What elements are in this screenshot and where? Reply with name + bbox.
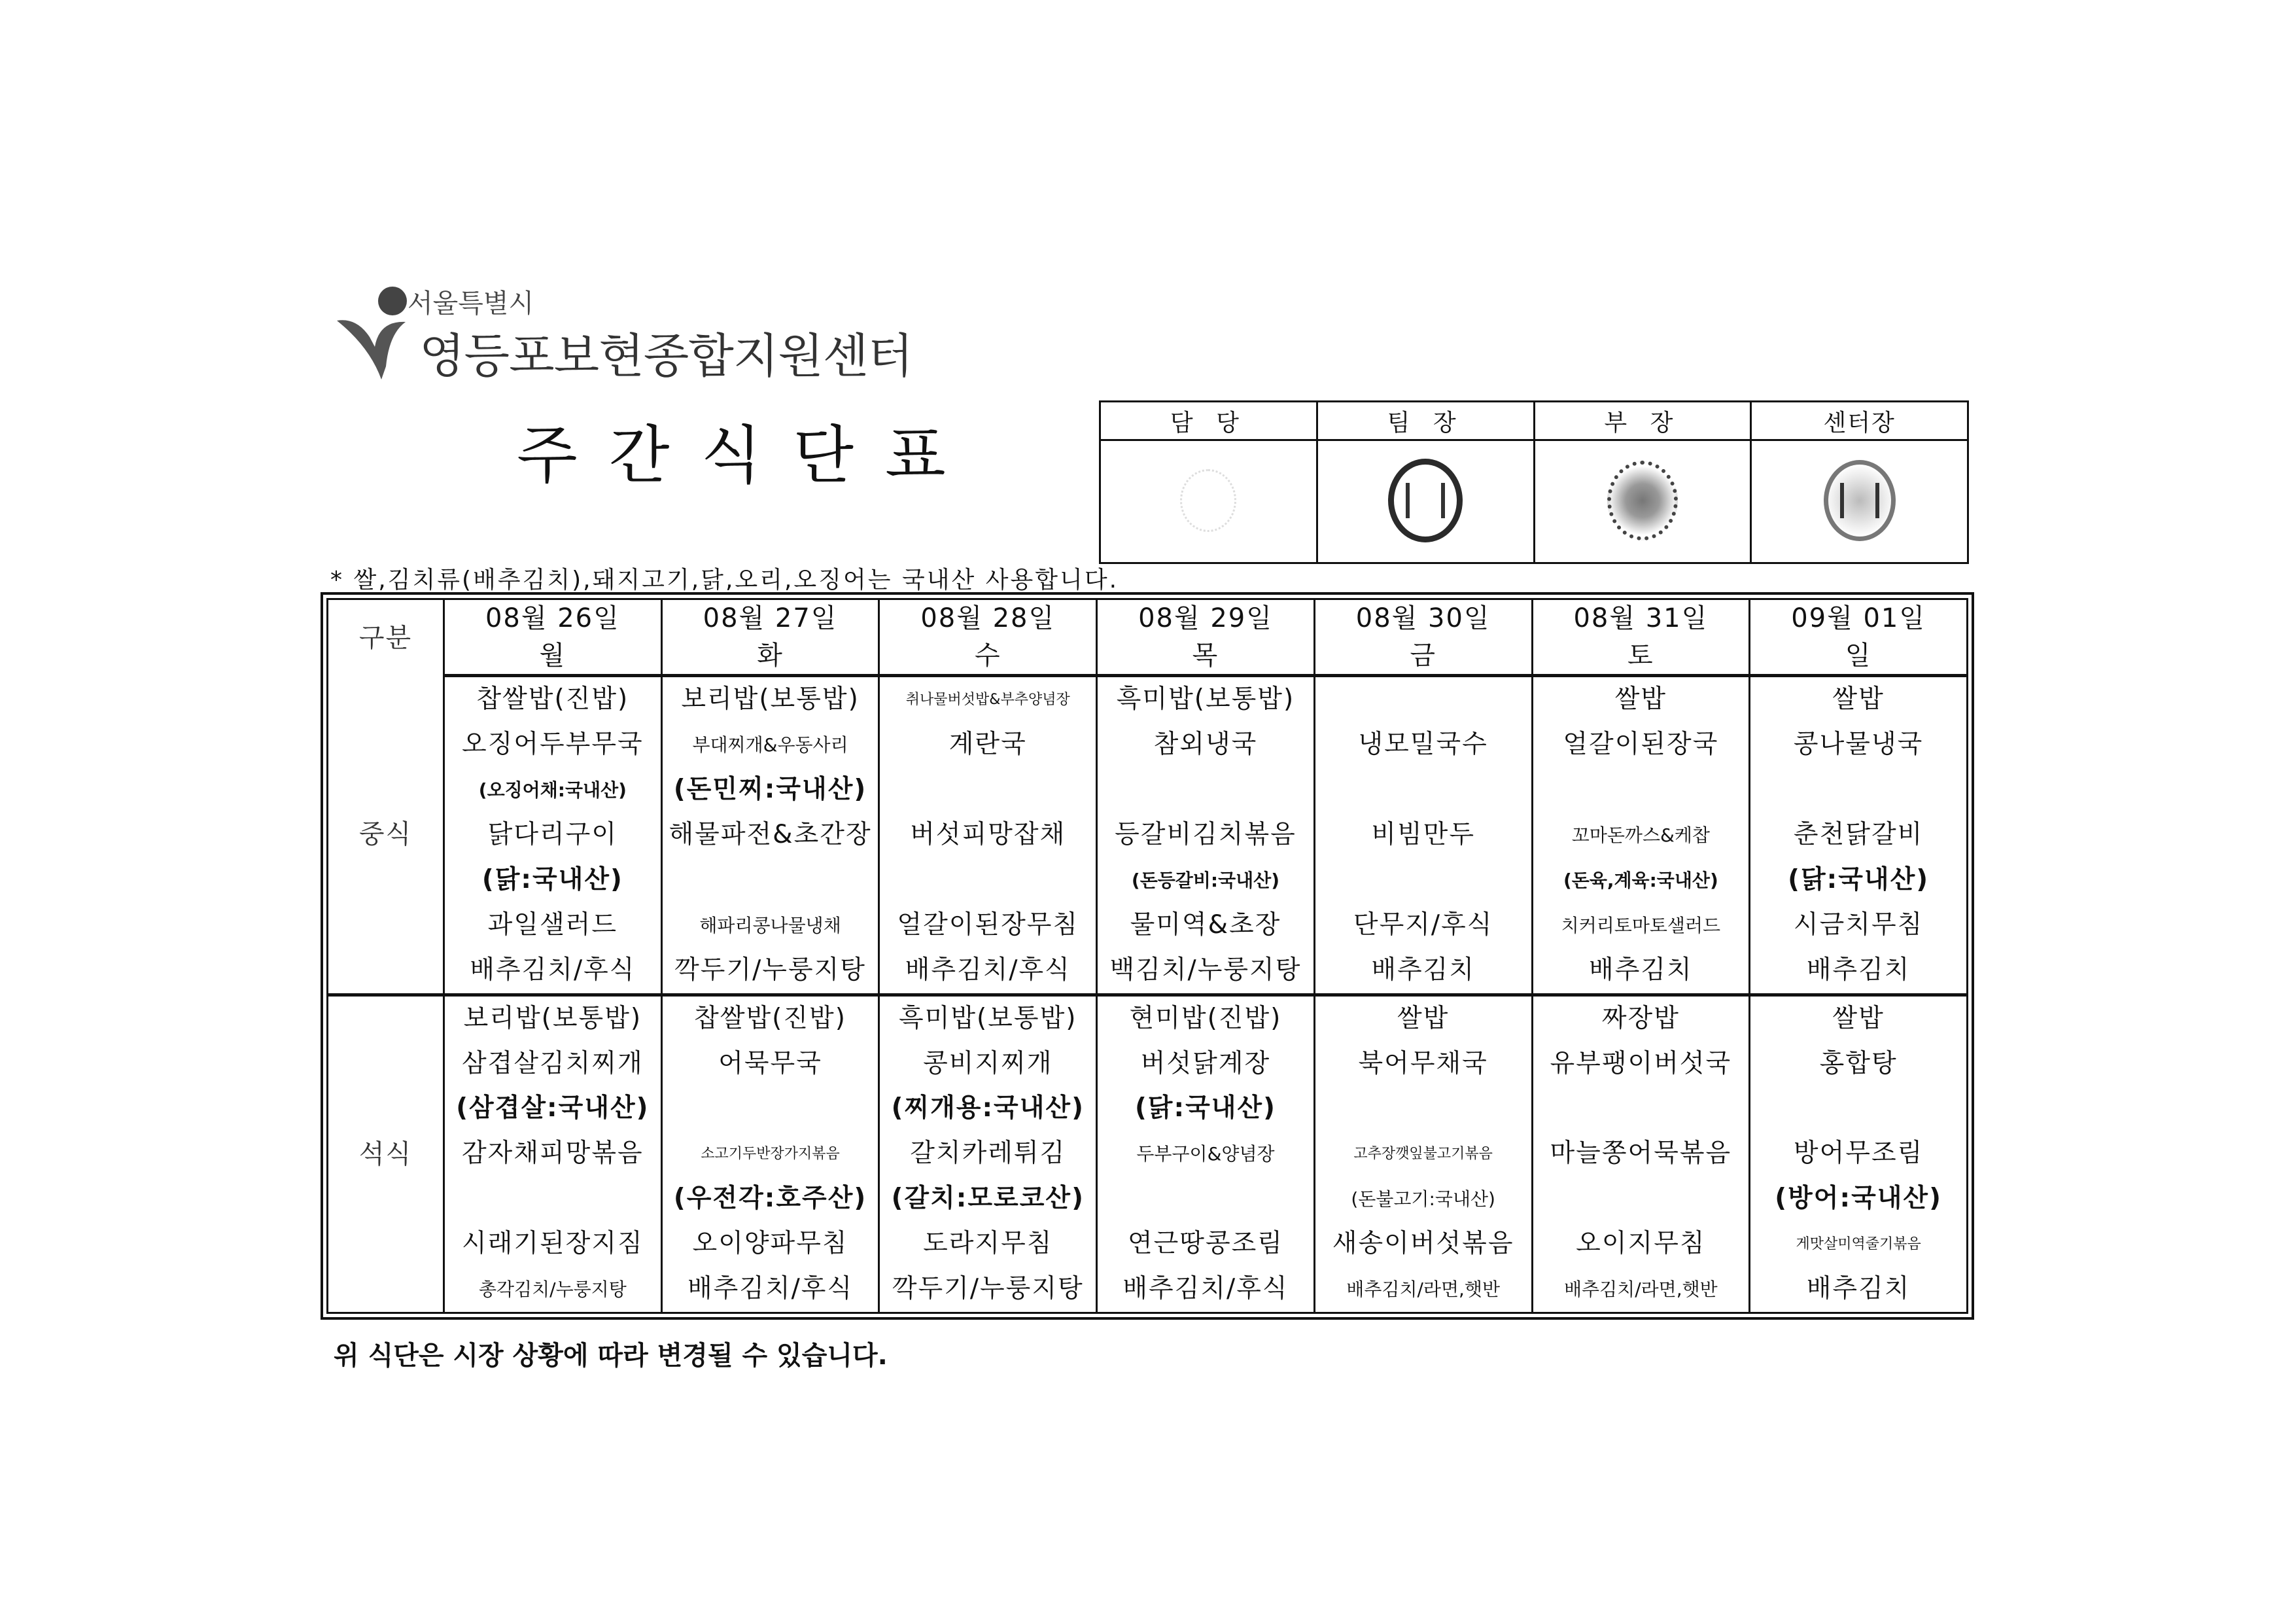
menu-cell: 쌀밥 [1532, 676, 1750, 722]
menu-table-frame [321, 592, 1974, 1320]
weekday-cell: 월 [444, 637, 662, 676]
menu-cell: 어묵무국 [661, 1042, 879, 1087]
menu-cell: 도라지무침 [879, 1222, 1097, 1267]
menu-cell: 배추김치/후식 [879, 948, 1097, 995]
menu-cell: 오징어두부무국 [444, 722, 662, 768]
date-cell: 08월 31일 [1532, 599, 1750, 637]
menu-cell: 등갈비김치볶음 [1097, 813, 1315, 858]
menu-cell: 콩나물냉국 [1750, 722, 1968, 768]
section-label-lunch: 중식 [328, 676, 444, 995]
approval-label-manager: 부 장 [1534, 402, 1751, 440]
menu-cell: 물미역&초장 [1097, 903, 1315, 948]
menu-cell: (찌개용:국내산) [879, 1086, 1097, 1131]
menu-cell: 냉모밀국수 [1314, 722, 1532, 768]
footer-notice: 위 식단은 시장 상황에 따라 변경될 수 있습니다. [334, 1341, 888, 1371]
menu-cell: 오이양파무침 [661, 1222, 879, 1267]
menu-cell: 보리밥(보통밥) [661, 676, 879, 722]
menu-cell: 배추김치 [1532, 948, 1750, 995]
approval-label-staff: 담 당 [1100, 402, 1317, 440]
menu-cell: (방어:국내산) [1750, 1176, 1968, 1222]
menu-cell: 깍두기/누룽지탕 [661, 948, 879, 995]
menu-cell: 새송이버섯볶음 [1314, 1222, 1532, 1267]
menu-cell: (돈민찌:국내산) [661, 768, 879, 813]
menu-cell [1532, 1086, 1750, 1131]
menu-cell [1750, 1086, 1968, 1131]
menu-cell: 고추장깻잎불고기볶음 [1314, 1131, 1532, 1176]
approval-sign-staff [1100, 440, 1317, 563]
menu-cell: (우전각:호주산) [661, 1176, 879, 1222]
menu-cell: 배추김치/후식 [661, 1267, 879, 1313]
menu-cell: 과일샐러드 [444, 903, 662, 948]
menu-cell [1314, 858, 1532, 903]
menu-cell: 삼겹살김치찌개 [444, 1042, 662, 1087]
menu-cell [661, 1086, 879, 1131]
menu-cell: 배추김치/후식 [444, 948, 662, 995]
menu-cell: 얼갈이된장국 [1532, 722, 1750, 768]
seal-stamp-icon [1607, 461, 1678, 540]
seal-stamp-icon [1824, 460, 1896, 541]
menu-cell [879, 768, 1097, 813]
menu-cell [1314, 1086, 1532, 1131]
menu-cell [444, 1176, 662, 1222]
menu-cell: 쌀밥 [1750, 676, 1968, 722]
menu-cell: (삼겹살:국내산) [444, 1086, 662, 1131]
menu-cell: (닭:국내산) [444, 858, 662, 903]
menu-cell: (닭:국내산) [1097, 1086, 1315, 1131]
date-cell: 08월 30일 [1314, 599, 1532, 637]
weekday-cell: 토 [1532, 637, 1750, 676]
weekday-cell: 금 [1314, 637, 1532, 676]
org-city: 서울특별시 [408, 289, 534, 319]
menu-cell: 콩비지찌개 [879, 1042, 1097, 1087]
menu-cell: 시금치무침 [1750, 903, 1968, 948]
menu-cell: 배추김치/라면,햇반 [1314, 1267, 1532, 1313]
date-cell: 08월 29일 [1097, 599, 1315, 637]
menu-cell: 해물파전&초간장 [661, 813, 879, 858]
date-cell: 08월 28일 [879, 599, 1097, 637]
menu-cell: (돈불고기:국내산) [1314, 1176, 1532, 1222]
weekday-cell: 수 [879, 637, 1097, 676]
menu-cell: 배추김치 [1750, 948, 1968, 995]
menu-cell [1750, 768, 1968, 813]
column-header-category: 구분 [328, 599, 444, 676]
menu-cell: 배추김치/후식 [1097, 1267, 1315, 1313]
menu-cell: 닭다리구이 [444, 813, 662, 858]
menu-cell: 찹쌀밥(진밥) [444, 676, 662, 722]
menu-cell: 치커리토마토샐러드 [1532, 903, 1750, 948]
menu-cell: (오징어채:국내산) [444, 768, 662, 813]
menu-cell: 짜장밥 [1532, 995, 1750, 1041]
menu-cell: 북어무채국 [1314, 1042, 1532, 1087]
origin-note: * 쌀,김치류(배추김치),돼지고기,닭,오리,오징어는 국내산 사용합니다. [330, 567, 1119, 593]
menu-cell: 총각김치/누룽지탕 [444, 1267, 662, 1313]
menu-cell [879, 858, 1097, 903]
menu-cell: 감자채피망볶음 [444, 1131, 662, 1176]
approval-label-team-leader: 팀 장 [1317, 402, 1534, 440]
menu-cell: 시래기된장지짐 [444, 1222, 662, 1267]
menu-cell: 부대찌개&우동사리 [661, 722, 879, 768]
menu-cell: 보리밥(보통밥) [444, 995, 662, 1041]
approval-label-director: 센터장 [1751, 402, 1968, 440]
menu-cell: 참외냉국 [1097, 722, 1315, 768]
seal-stamp-icon [1388, 459, 1463, 542]
menu-cell: 두부구이&양념장 [1097, 1131, 1315, 1176]
menu-cell: 유부팽이버섯국 [1532, 1042, 1750, 1087]
menu-cell: 해파리콩나물냉채 [661, 903, 879, 948]
date-cell: 09월 01일 [1750, 599, 1968, 637]
menu-cell: 비빔만두 [1314, 813, 1532, 858]
menu-cell: 얼갈이된장무침 [879, 903, 1097, 948]
menu-cell: 소고기두반장가지볶음 [661, 1131, 879, 1176]
menu-cell [1532, 768, 1750, 813]
menu-cell: 흑미밥(보통밥) [879, 995, 1097, 1041]
menu-cell: 배추김치 [1750, 1267, 1968, 1313]
menu-cell [661, 858, 879, 903]
menu-cell: (돈등갈비:국내산) [1097, 858, 1315, 903]
menu-cell [1097, 1176, 1315, 1222]
menu-cell: 버섯피망잡채 [879, 813, 1097, 858]
menu-cell: 배추김치 [1314, 948, 1532, 995]
menu-cell: 쌀밥 [1750, 995, 1968, 1041]
weekday-cell: 화 [661, 637, 879, 676]
approval-sign-manager [1534, 440, 1751, 563]
menu-cell: 배추김치/라면,햇반 [1532, 1267, 1750, 1313]
weekday-cell: 일 [1750, 637, 1968, 676]
approval-box [1099, 400, 1969, 564]
approval-sign-team-leader [1317, 440, 1534, 563]
menu-cell [1097, 768, 1315, 813]
menu-cell: 현미밥(진밥) [1097, 995, 1315, 1041]
menu-cell: 단무지/후식 [1314, 903, 1532, 948]
menu-cell: 게맛살미역줄기볶음 [1750, 1222, 1968, 1267]
menu-table [326, 598, 1968, 1314]
menu-cell: 연근땅콩조림 [1097, 1222, 1315, 1267]
menu-cell: (닭:국내산) [1750, 858, 1968, 903]
menu-cell: 춘천닭갈비 [1750, 813, 1968, 858]
weekday-cell: 목 [1097, 637, 1315, 676]
section-label-dinner: 석식 [328, 995, 444, 1313]
menu-cell: 흑미밥(보통밥) [1097, 676, 1315, 722]
menu-cell: 방어무조림 [1750, 1131, 1968, 1176]
menu-cell: 홍합탕 [1750, 1042, 1968, 1087]
menu-cell: 오이지무침 [1532, 1222, 1750, 1267]
approval-sign-director [1751, 440, 1968, 563]
menu-cell [1532, 1176, 1750, 1222]
menu-cell: 취나물버섯밥&부추양념장 [879, 676, 1097, 722]
menu-cell: 찹쌀밥(진밥) [661, 995, 879, 1041]
menu-cell: 깍두기/누룽지탕 [879, 1267, 1097, 1313]
menu-cell [1314, 676, 1532, 722]
menu-cell: (갈치:모로코산) [879, 1176, 1097, 1222]
page-title: 주간식단표 [517, 419, 977, 492]
org-name: 영등포보현종합지원센터 [419, 328, 913, 383]
date-cell: 08월 27일 [661, 599, 879, 637]
date-cell: 08월 26일 [444, 599, 662, 637]
menu-cell: 마늘쫑어묵볶음 [1532, 1131, 1750, 1176]
menu-cell [1314, 768, 1532, 813]
menu-cell: 갈치카레튀김 [879, 1131, 1097, 1176]
menu-cell: (돈육,계육:국내산) [1532, 858, 1750, 903]
org-logo [330, 281, 919, 386]
seal-stamp-icon [1180, 469, 1236, 532]
menu-cell: 버섯닭계장 [1097, 1042, 1315, 1087]
menu-cell: 쌀밥 [1314, 995, 1532, 1041]
menu-cell: 계란국 [879, 722, 1097, 768]
menu-cell: 백김치/누룽지탕 [1097, 948, 1315, 995]
menu-cell: 꼬마돈까스&케찹 [1532, 813, 1750, 858]
